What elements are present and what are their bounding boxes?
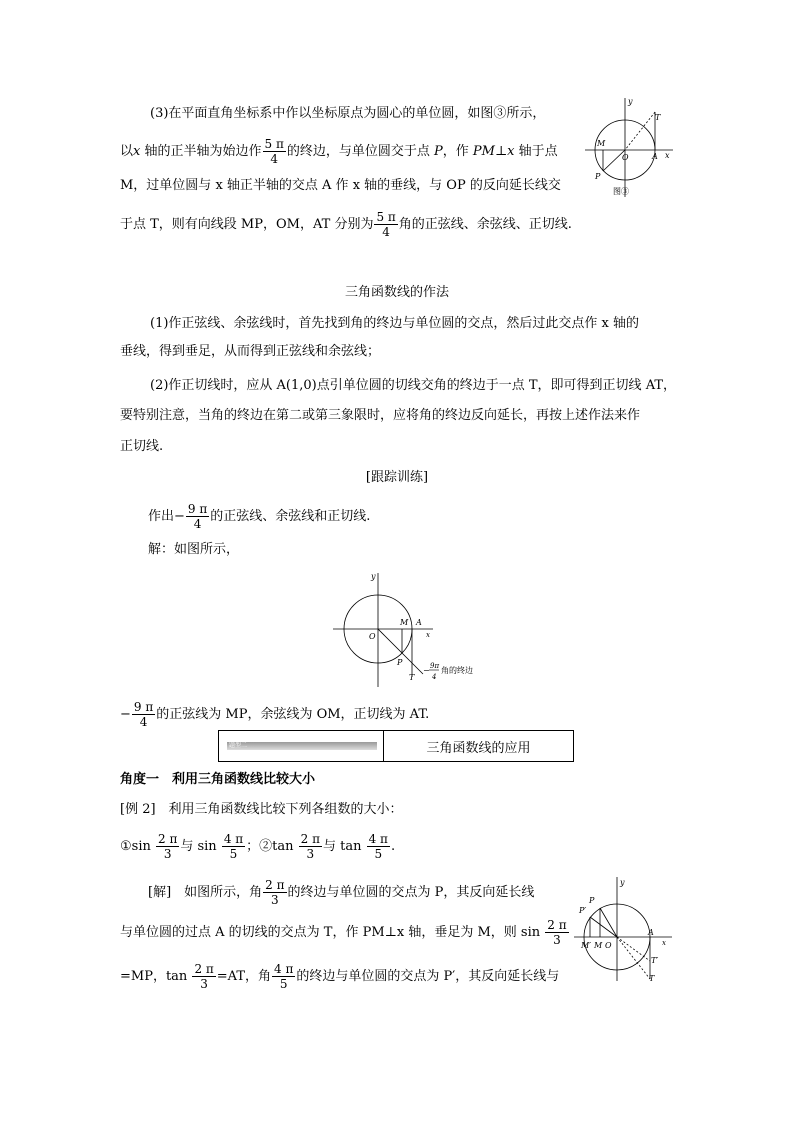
fraction: $\frac{2 \pi}{3}$ xyxy=(158,832,178,861)
svg-text:A: A xyxy=(652,152,658,161)
method-p1b: 垂线，得到垂足，从而得到正弦线和余弦线； xyxy=(120,344,381,359)
text: ；②tan xyxy=(246,839,298,854)
svg-text:A: A xyxy=(416,618,422,627)
text: =MP，tan xyxy=(120,969,192,984)
svg-text:y: y xyxy=(628,97,633,106)
svg-text:M′: M′ xyxy=(581,941,592,950)
method-p2b: 要特别注意，当角的终边在第二或第三象限时，应将角的终边反向延长，再按上述作法来作 xyxy=(120,408,641,423)
text: 的终边，与单位圆交于点 xyxy=(286,144,434,159)
section-tag: 题型二 xyxy=(227,742,377,750)
svg-text:x: x xyxy=(665,151,670,160)
text: =AT，角 xyxy=(216,969,272,984)
text: x xyxy=(133,144,141,159)
svg-text:O: O xyxy=(622,153,629,162)
svg-text:O: O xyxy=(369,632,376,641)
svg-text:T: T xyxy=(655,113,661,122)
text: 与单位圆的过点 A 的切线的交点为 T，作 PM⊥x 轴，垂足为 M，则 sin xyxy=(120,925,545,940)
text: 与 tan xyxy=(322,839,366,854)
svg-text:x: x xyxy=(662,939,666,947)
text: x xyxy=(507,144,515,159)
svg-text:x: x xyxy=(426,631,430,639)
svg-text:4: 4 xyxy=(432,673,437,681)
para3-line2 xyxy=(120,137,558,166)
fraction: $\frac{4 \pi}{5}$ xyxy=(223,832,244,861)
example2-items xyxy=(120,832,395,861)
svg-text:T′: T′ xyxy=(651,956,659,965)
figure-3-unit-circle xyxy=(585,92,675,202)
fraction: $\frac{5 \pi}{4}$ xyxy=(376,210,396,239)
svg-text:M: M xyxy=(400,618,409,627)
method-p2a: (2)作正切线时，应从 A(1,0)点引单位圆的切线交角的终边于一点 T，即可得到正切线 AT， xyxy=(150,378,677,393)
method-p2c: 正切线. xyxy=(120,439,164,454)
text: 作出− xyxy=(148,509,185,524)
svg-text:y: y xyxy=(371,572,376,581)
sol2-line2 xyxy=(120,918,570,947)
fraction: $\frac{2 \pi}{3}$ xyxy=(265,878,285,907)
fraction: $\frac{9 \pi}{4}$ xyxy=(187,502,208,531)
method-p1a: (1)作正弦线、余弦线时，首先找到角的终边与单位圆的交点，然后过此交点作 x 轴的 xyxy=(150,316,640,331)
svg-text:M: M xyxy=(594,941,603,950)
section-header xyxy=(218,730,574,762)
text: 轴于点 xyxy=(514,144,558,159)
text: 的终边与单位圆的交点为 P，其反向延长线 xyxy=(287,885,535,900)
fraction: $\frac{4 \pi}{5}$ xyxy=(368,832,388,861)
training-title: [跟踪训练] xyxy=(365,470,429,485)
sol2-line1 xyxy=(148,878,534,907)
svg-text:A: A xyxy=(648,928,654,937)
angle-heading: 角度一 利用三角函数线比较大小 xyxy=(120,772,316,787)
text: 于点 T，则有向线段 MP，OM，AT 分别为 xyxy=(120,217,374,232)
fraction: $\frac{4 \pi}{5}$ xyxy=(274,962,294,991)
solution-intro: 解：如图所示， xyxy=(148,542,240,557)
svg-text:T: T xyxy=(409,673,415,682)
text: 的终边与单位圆的交点为 P′，其反向延长线与 xyxy=(296,969,560,984)
example2-heading: [例 2] 利用三角函数线比较下列各组数的大小： xyxy=(120,802,403,817)
svg-text:角的终边: 角的终边 xyxy=(441,666,473,675)
text: − xyxy=(120,707,131,722)
fraction: $\frac{5 \pi}{4}$ xyxy=(264,137,284,166)
svg-text:P: P xyxy=(589,896,595,905)
text: ⊥ xyxy=(494,144,508,159)
training-answer xyxy=(120,700,429,729)
figure-minus-9pi-over-4 xyxy=(333,565,503,690)
text: 与 sin xyxy=(180,839,221,854)
text: [解] 如图所示，角 xyxy=(148,885,263,900)
text: 的正弦线为 MP，余弦线为 OM，正切线为 AT. xyxy=(156,707,430,722)
text: P xyxy=(433,144,443,159)
para3-line4 xyxy=(120,210,572,239)
fraction: $\frac{2 \pi}{3}$ xyxy=(194,962,214,991)
para3-line1: (3)在平面直角坐标系中作以坐标原点为圆心的单位圆，如图③所示， xyxy=(150,106,546,121)
svg-text:y: y xyxy=(620,878,625,887)
svg-text:P: P xyxy=(595,172,601,181)
svg-text:T: T xyxy=(649,974,655,983)
method-title: 三角函数线的作法 xyxy=(344,285,449,300)
figure-example2 xyxy=(572,873,677,985)
fraction: $\frac{2 \pi}{3}$ xyxy=(547,918,567,947)
svg-text:图③: 图③ xyxy=(613,187,629,196)
sol2-line3 xyxy=(120,962,559,991)
text: PM xyxy=(472,144,495,159)
svg-text:M: M xyxy=(597,139,606,148)
para3-line3: M，过单位圆与 x 轴正半轴的交点 A 作 x 轴的垂线，与 OP 的反向延长线交 xyxy=(120,178,561,193)
section-title: 三角函数线的应用 xyxy=(426,740,531,756)
fraction: $\frac{2 \pi}{3}$ xyxy=(300,832,320,861)
fraction: $\frac{9 \pi}{4}$ xyxy=(133,700,154,729)
svg-text:9π: 9π xyxy=(430,662,440,670)
training-question xyxy=(148,502,370,531)
text: 的正弦线、余弦线和正切线. xyxy=(210,509,371,524)
svg-text:P′: P′ xyxy=(579,906,587,915)
text: . xyxy=(390,839,396,854)
text: 轴的正半轴为始边作 xyxy=(140,144,262,159)
text: ①sin xyxy=(120,839,155,854)
text: 角的正弦线、余弦线、正切线. xyxy=(398,217,572,232)
svg-text:−: − xyxy=(423,666,430,675)
svg-text:P: P xyxy=(397,658,403,667)
text: 以 xyxy=(120,144,134,159)
svg-text:O: O xyxy=(605,941,612,950)
text: ，作 xyxy=(442,144,473,159)
